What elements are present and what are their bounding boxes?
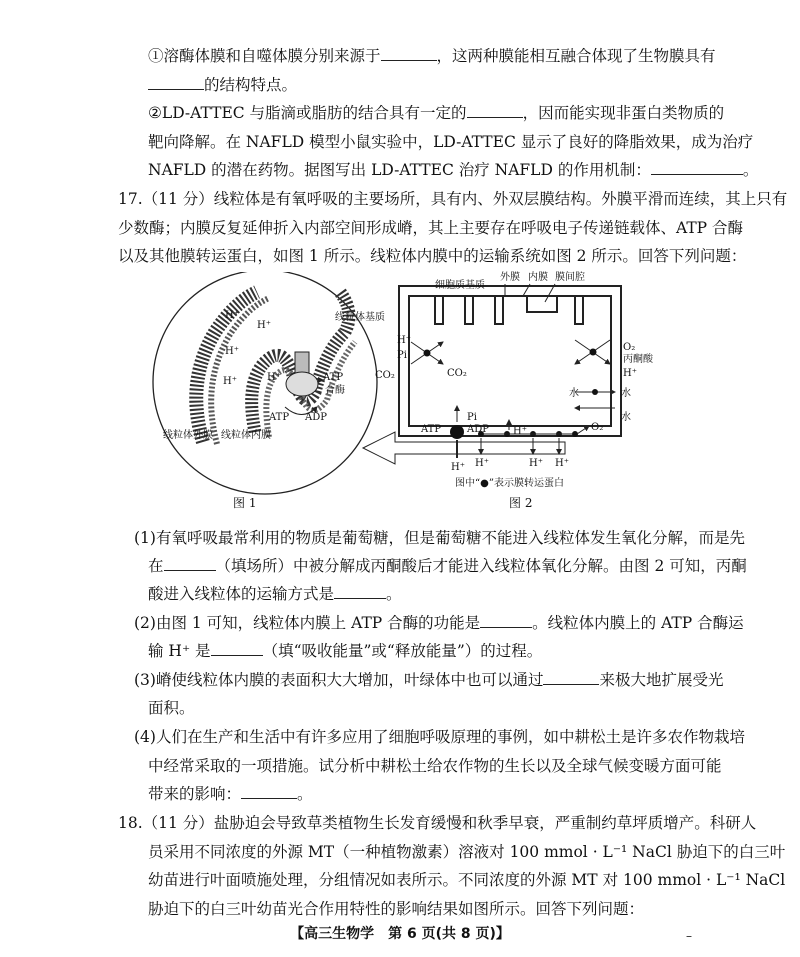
fig2-pyruvate-label: 丙酮酸	[623, 354, 653, 365]
q17-sub1-line3: 酸进入线粒体的运输方式是 。	[148, 585, 402, 603]
q17-sub4-line2: 中经常采取的一项措施。试分析中耕松土给农作物的生长以及全球气候变暖方面可能	[148, 757, 722, 775]
fig2-o2-label: O₂	[591, 422, 604, 433]
answer-blank[interactable]	[164, 556, 216, 571]
q17-sub4-line1: (4)人们在生产和生活中有许多应用了细胞呼吸原理的事例，如中耕松土是许多农作物栽培	[134, 728, 745, 746]
q17-sub1-line1: (1)有氧呼吸最常利用的物质是葡萄糖，但是葡萄糖不能进入线粒体发生氧化分解，而是先	[134, 529, 745, 547]
page-footer: 【高三生物学 第 6 页(共 8 页)】	[290, 926, 510, 942]
answer-blank[interactable]	[651, 160, 743, 175]
q17-sub1-line2: 在 （填场所）中被分解成丙酮酸后才能进入线粒体氧化分解。由图 2 可知，丙酮	[148, 557, 747, 575]
fig2-co2-label: CO₂	[375, 370, 395, 381]
fig2-pi-label: Pi	[467, 412, 477, 423]
q18-line4: 胁迫下的白三叶幼苗光合作用特性的影响结果如图所示。回答下列问题：	[148, 900, 645, 918]
fig1-h-label: H⁺	[267, 372, 281, 383]
q18-line3: 幼苗进行叶面喷施处理，分组情况如表所示。不同浓度的外源 MT 对 100 mmol · L⁻¹ NaCl	[148, 871, 786, 889]
fig2-water-label: 水	[621, 388, 631, 399]
fig1-h-label: H⁺	[225, 310, 239, 321]
answer-blank[interactable]	[480, 613, 532, 628]
fig2-matrix-label: 线粒体基质	[335, 312, 385, 323]
fig1-inner-membrane-label: 线粒体内膜	[221, 430, 271, 441]
q17-stem-line2: 少数酶；内膜反复延伸折入内部空间形成嵴，其上主要存在呼吸电子传递链载体、ATP 合酶	[118, 219, 744, 237]
q18-line2: 员采用不同浓度的外源 MT（一种植物激素）溶液对 100 mmol · L⁻¹ NaCl 胁迫下的白三叶	[148, 843, 786, 861]
corner-mark: –	[686, 929, 692, 943]
fig2-h-label: H⁺	[451, 462, 465, 473]
fig2-h-label: H⁺	[529, 458, 543, 469]
fig1-synthase-label: 合酶	[325, 385, 345, 396]
answer-blank[interactable]	[334, 584, 386, 599]
fig2-atp-label: ATP	[421, 424, 442, 435]
answer-blank[interactable]	[543, 670, 599, 685]
fig1-adp: ADP	[305, 412, 327, 423]
answer-blank[interactable]	[467, 103, 523, 118]
answer-blank[interactable]	[381, 46, 437, 61]
fig2-caption: 图 2	[509, 496, 533, 510]
fig2-cytoplasm-label: 细胞质基质	[435, 280, 485, 291]
q16-line1: ①溶酶体膜和自噬体膜分别来源于 ，这两种膜能相互融合体现了生物膜具有	[148, 47, 716, 65]
q16-line2: 的结构特点。	[148, 75, 297, 95]
q17-sub3-line1: (3)嵴使线粒体内膜的表面积大大增加，叶绿体中也可以通过 来极大地扩展受光	[134, 671, 724, 689]
fig2-outer-label: 外膜	[500, 272, 520, 283]
q18-line1: 18.（11 分）盐胁迫会导致草类植物生长发育缓慢和秋季早衰，严重制约草坪质增产。科研人	[118, 814, 757, 832]
q17-sub3-line2: 面积。	[148, 699, 195, 717]
fig2-pi-label: Pi	[397, 350, 407, 361]
answer-blank[interactable]	[148, 75, 204, 90]
fig1-h-label: H⁺	[223, 376, 237, 387]
fig2-water-label: 水	[569, 388, 579, 399]
fig2-h-label: H⁺	[475, 458, 489, 469]
fig1-h-label: H⁺	[225, 346, 239, 357]
q16-line3: ②LD-ATTEC 与脂滴或脂肪的结合具有一定的 ，因而能实现非蛋白类物质的	[148, 104, 725, 122]
fig2-note: 图中“●”表示膜转运蛋白	[455, 478, 564, 489]
fig2-h-label: H⁺	[513, 426, 527, 437]
fig2-h-label: H⁺	[555, 458, 569, 469]
figure-svg	[145, 272, 690, 512]
q17-stem-line3: 以及其他膜转运蛋白，如图 1 所示。线粒体内膜中的运输系统如图 2 所示。回答下列问题：	[118, 247, 747, 265]
q16-line5: NAFLD 的潜在药物。据图写出 LD-ATTEC 治疗 NAFLD 的作用机制： 。	[148, 161, 759, 179]
q17-sub4-line3: 带来的影响： 。	[148, 785, 313, 803]
fig1-outer-membrane-label: 线粒体外膜	[163, 430, 213, 441]
fig2-adp-label: ADP	[467, 424, 489, 435]
fig2-co2-label: CO₂	[447, 368, 467, 379]
fig1-atp: ATP	[269, 412, 290, 423]
fig1-atp-label: ATP	[323, 372, 344, 383]
fig2-h-label: H⁺	[623, 368, 637, 379]
q17-stem-line1: 17.（11 分）线粒体是有氧呼吸的主要场所，具有内、外双层膜结构。外膜平滑而连续，其上只有	[118, 190, 788, 208]
q17-sub2-line2: 输 H⁺ 是 （填“吸收能量”或“释放能量”）的过程。	[148, 642, 543, 660]
q17-figures	[145, 272, 690, 512]
fig1-caption: 图 1	[233, 496, 257, 510]
fig2-intermembrane-label: 膜间腔	[555, 272, 585, 283]
answer-blank[interactable]	[241, 784, 297, 799]
fig2-o2-label: O₂	[623, 342, 636, 353]
fig2-inner-label: 内膜	[528, 272, 548, 283]
fig1-h-label: H⁺	[257, 320, 271, 331]
q17-sub2-line1: (2)由图 1 可知，线粒体内膜上 ATP 合酶的功能是 。线粒体内膜上的 ATP 合酶运	[134, 614, 744, 632]
fig2-h-label: H⁺	[397, 335, 411, 346]
answer-blank[interactable]	[211, 641, 263, 656]
q16-line4: 靶向降解。在 NAFLD 模型小鼠实验中，LD-ATTEC 显示了良好的降脂效果，成为治疗	[148, 133, 754, 151]
fig2-water-label: 水	[621, 412, 631, 423]
